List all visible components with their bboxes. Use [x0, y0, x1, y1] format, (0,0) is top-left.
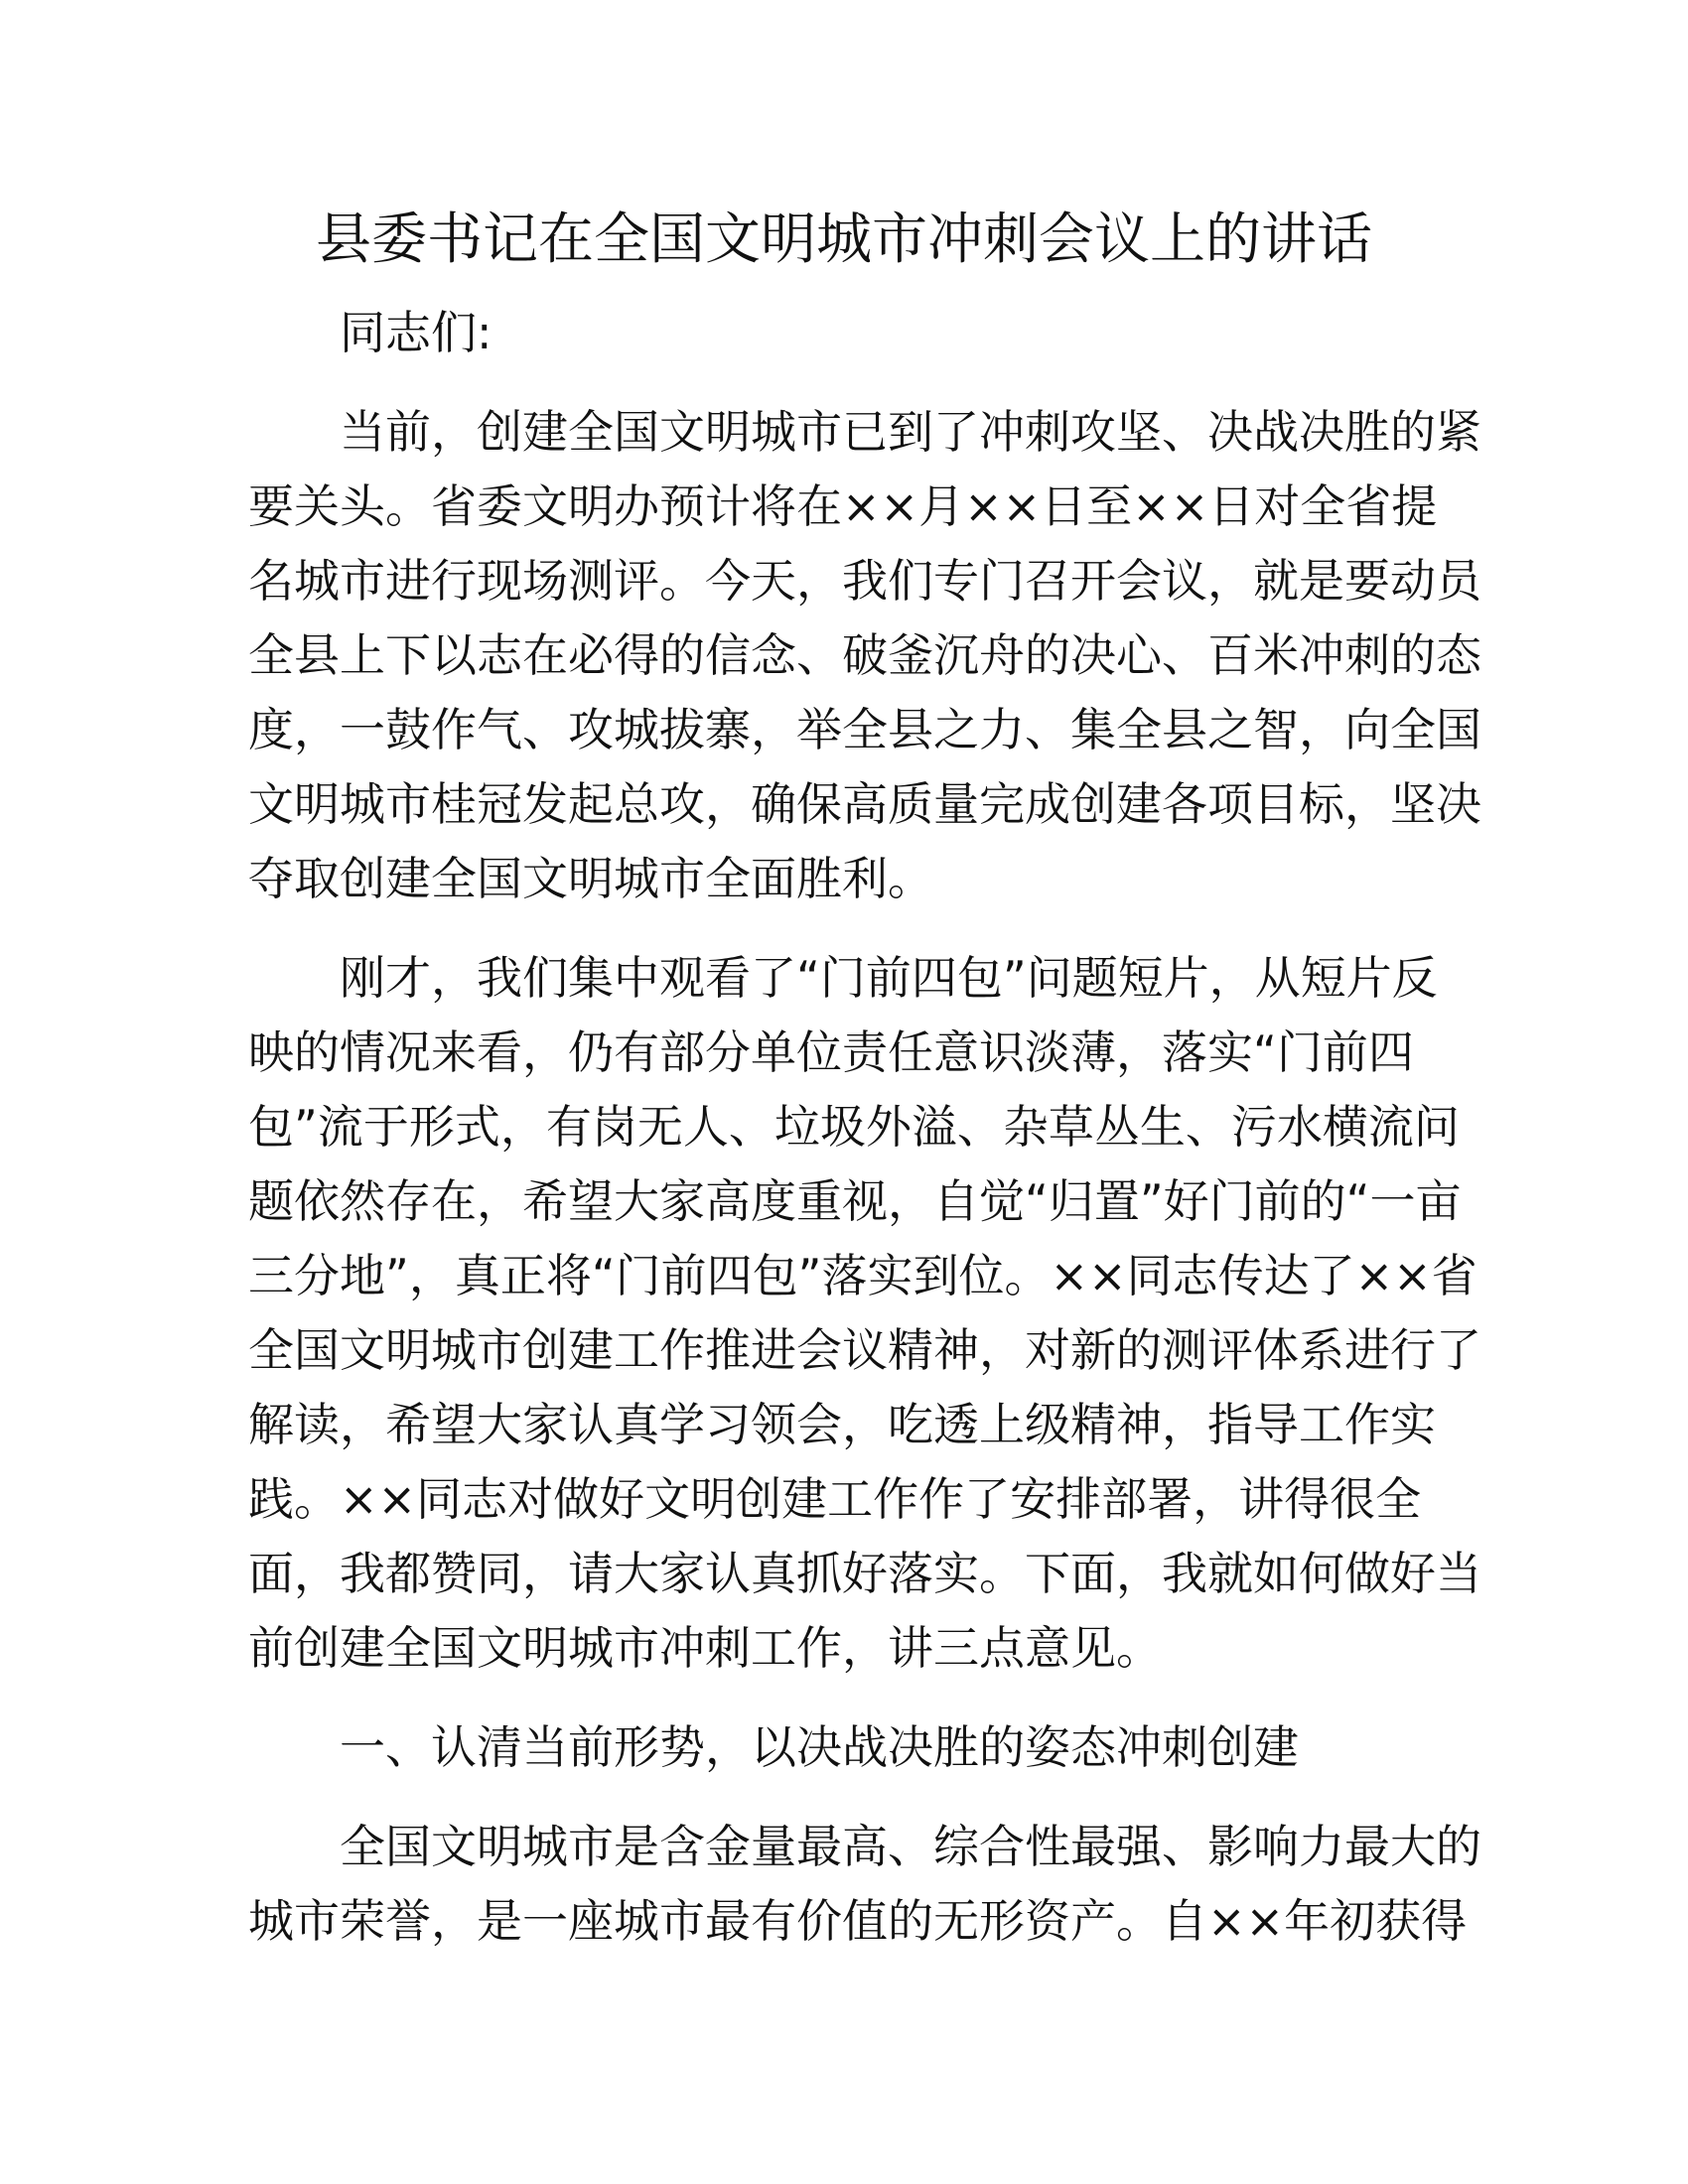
paragraph-line: 包”流于形式，有岗无人、垃圾外溢、杂草丛生、污水横流问: [248, 1100, 1460, 1154]
paragraph-line: 解读，希望大家认真学习领会，吃透上级精神，指导工作实: [248, 1398, 1436, 1451]
paragraph-line: 三分地”，真正将“门前四包”落实到位。××同志传达了××省: [248, 1249, 1477, 1302]
paragraph-line: 文明城市桂冠发起总攻，确保高质量完成创建各项目标，坚决: [248, 777, 1481, 831]
paragraph-2: [248, 941, 1481, 1686]
paragraph-1: [248, 395, 1481, 916]
paragraph-line: 全县上下以志在必得的信念、破釜沉舟的决心、百米冲刺的态: [248, 628, 1481, 682]
salutation: [248, 296, 1440, 370]
paragraph-line: 要关头。省委文明办预计将在××月××日至××日对全省提: [248, 479, 1438, 533]
paragraph-line: 映的情况来看，仍有部分单位责任意识淡薄，落实“门前四: [248, 1025, 1414, 1079]
paragraph-line: 名城市进行现场测评。今天，我们专门召开会议，就是要动员: [248, 554, 1481, 608]
paragraph-3: [248, 1810, 1481, 1959]
document-title: 县委书记在全国文明城市冲刺会议上的讲话: [316, 207, 1372, 272]
paragraph-line: 当前，创建全国文明城市已到了冲刺攻坚、决战决胜的紧: [340, 405, 1481, 459]
paragraph-line: 全国文明城市创建工作推进会议精神，对新的测评体系进行了: [248, 1323, 1481, 1377]
paragraph-line: 题依然存在，希望大家高度重视，自觉“归置”好门前的“一亩: [248, 1174, 1462, 1228]
document-body: [248, 296, 1481, 1959]
paragraph-line: 全国文明城市是含金量最高、综合性最强、影响力最大的: [340, 1820, 1481, 1873]
paragraph-line: 度，一鼓作气、攻城拔寨，举全县之力、集全县之智，向全国: [248, 703, 1481, 756]
paragraph-line: 面，我都赞同，请大家认真抓好落实。下面，我就如何做好当: [248, 1547, 1481, 1600]
paragraph-line: 践。××同志对做好文明创建工作作了安排部署，讲得很全: [248, 1472, 1422, 1526]
paragraph-line: 夺取创建全国文明城市全面胜利。: [248, 852, 933, 905]
section-heading-text: 一、认清当前形势，以决战决胜的姿态冲刺创建: [340, 1720, 1299, 1774]
paragraph-line: 前创建全国文明城市冲刺工作，讲三点意见。: [248, 1621, 1162, 1675]
paragraph-line: 刚才，我们集中观看了“门前四包”问题短片，从短片反: [340, 951, 1438, 1005]
section-heading-1: [248, 1710, 1440, 1785]
paragraph-line: 城市荣誉，是一座城市最有价值的无形资产。自××年初获得: [248, 1894, 1468, 1948]
salutation-text: 同志们:: [340, 306, 492, 359]
